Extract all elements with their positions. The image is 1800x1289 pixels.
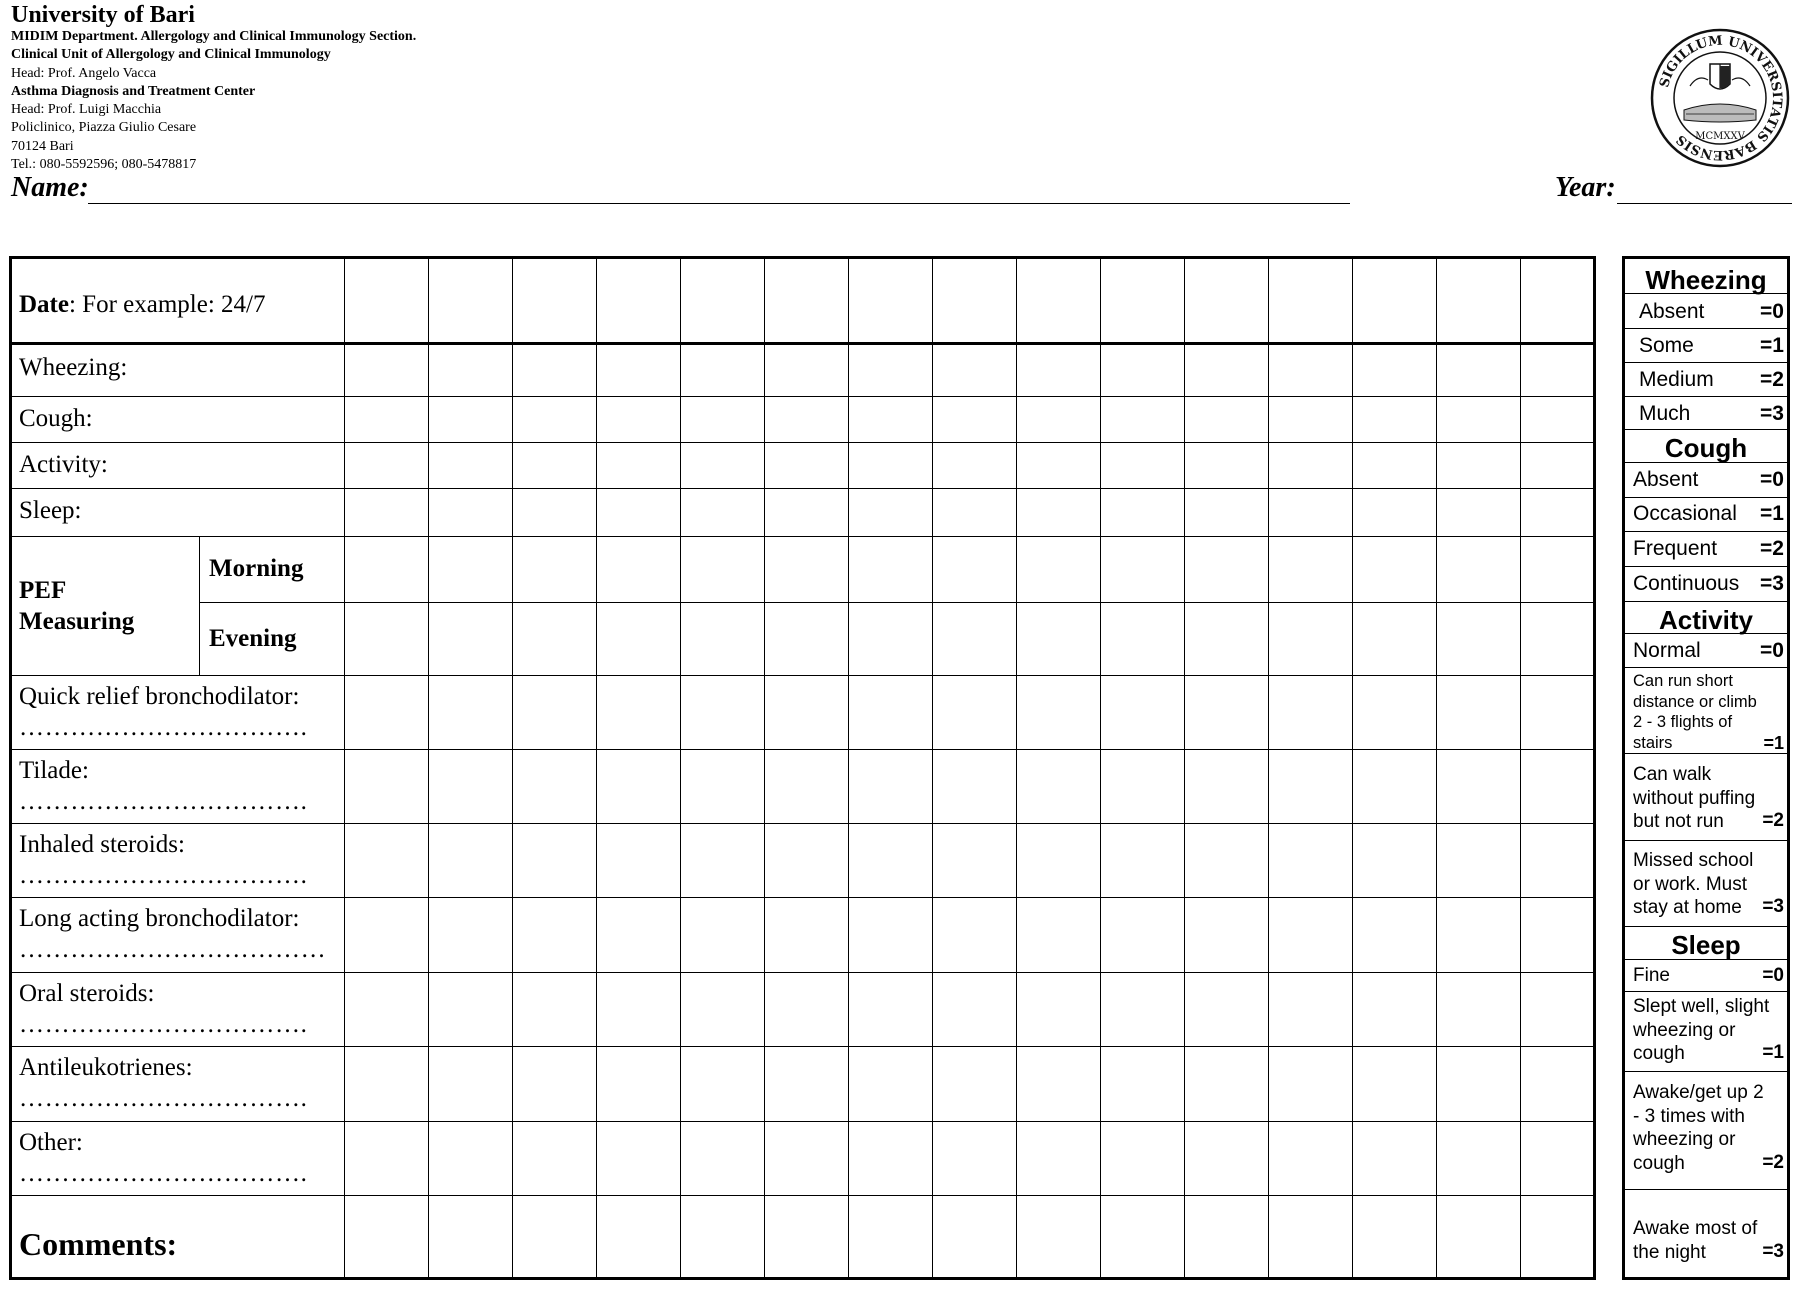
day-column-divider bbox=[1352, 259, 1353, 1277]
row-divider bbox=[12, 536, 1593, 537]
legend-divider bbox=[1625, 959, 1787, 960]
legend-wheezing-label-3: Much bbox=[1639, 402, 1691, 425]
row-divider bbox=[12, 396, 1593, 397]
legend-title-cough: Cough bbox=[1664, 433, 1748, 463]
legend-wheezing-value-1: =1 bbox=[1760, 334, 1784, 357]
legend-divider bbox=[1625, 497, 1787, 498]
row-label-tilade: Tilade: bbox=[19, 757, 89, 784]
row-divider bbox=[12, 342, 1593, 345]
header-line-city: 70124 Bari bbox=[11, 138, 74, 154]
legend-sleep-label-3: Awake most of the night bbox=[1633, 1218, 1758, 1263]
row-divider bbox=[12, 442, 1593, 443]
date-label bbox=[19, 291, 265, 319]
legend-divider bbox=[1625, 328, 1787, 329]
legend-cough-label-0: Absent bbox=[1633, 468, 1699, 491]
legend-activity-value-1: =1 bbox=[1763, 733, 1784, 753]
legend-wheezing-value-2: =2 bbox=[1760, 368, 1784, 391]
header-line-phone: Tel.: 080-5592596; 080-5478817 bbox=[11, 157, 197, 173]
legend-divider bbox=[1625, 926, 1787, 927]
legend-wheezing-label-1: Some bbox=[1639, 334, 1694, 357]
legend-divider bbox=[1625, 531, 1787, 532]
legend-activity-value-2: =2 bbox=[1762, 810, 1784, 831]
university-seal-logo bbox=[1650, 28, 1790, 168]
legend-divider bbox=[1625, 396, 1787, 397]
header-line-department: MIDIM Department. Allergology and Clinical Immunology Section. bbox=[11, 29, 417, 44]
legend-divider bbox=[1625, 991, 1787, 992]
row-divider bbox=[12, 675, 1593, 676]
day-column-divider bbox=[764, 259, 765, 1277]
header-block bbox=[11, 2, 416, 174]
legend-wheezing-value-3: =3 bbox=[1760, 402, 1784, 425]
day-column-divider bbox=[1100, 259, 1101, 1277]
legend-title-wheezing: Wheezing bbox=[1645, 265, 1767, 295]
header-line-head-1: Head: Prof. Angelo Vacca bbox=[11, 65, 157, 81]
day-column-divider bbox=[1184, 259, 1185, 1277]
name-label: Name: bbox=[11, 172, 89, 203]
legend-cough-value-3: =3 bbox=[1760, 572, 1784, 595]
legend-sleep-value-2: =2 bbox=[1762, 1152, 1784, 1173]
row-label-long-acting: Long acting bronchodilator: bbox=[19, 905, 300, 932]
row-label-oral-steroids: Oral steroids: bbox=[19, 980, 155, 1007]
legend-divider bbox=[1625, 1189, 1787, 1190]
legend-wheezing-label-0: Absent bbox=[1639, 300, 1705, 323]
day-column-divider bbox=[1268, 259, 1269, 1277]
row-label-cough: Cough: bbox=[19, 405, 93, 432]
day-column-divider bbox=[596, 259, 597, 1277]
row-divider bbox=[12, 1195, 1593, 1196]
legend-activity-label-2: Can walk without puffing but not run bbox=[1633, 764, 1756, 832]
legend-divider bbox=[1625, 1071, 1787, 1072]
day-column-divider bbox=[848, 259, 849, 1277]
legend-activity-value-0: =0 bbox=[1760, 639, 1784, 662]
legend-divider bbox=[1625, 753, 1787, 754]
row-divider bbox=[12, 897, 1593, 898]
legend-sleep-label-1: Slept well, slight wheezing or cough bbox=[1633, 996, 1770, 1064]
row-divider bbox=[199, 602, 1593, 603]
day-column-divider bbox=[1520, 259, 1521, 1277]
row-dots-oral-steroids[interactable]: ……………………………. bbox=[19, 1011, 308, 1038]
day-column-divider bbox=[1016, 259, 1017, 1277]
header-line-address: Policlinico, Piazza Giulio Cesare bbox=[11, 120, 197, 136]
row-dots-other[interactable]: ……………………………. bbox=[19, 1160, 308, 1187]
header-line-center: Asthma Diagnosis and Treatment Center bbox=[11, 83, 256, 99]
row-divider bbox=[12, 488, 1593, 489]
pef-label-line-1: PEF bbox=[19, 577, 67, 604]
university-title: University of Bari bbox=[11, 2, 195, 28]
row-label-wheezing: Wheezing: bbox=[19, 354, 128, 381]
legend-sleep-label-0: Fine bbox=[1633, 965, 1670, 986]
score-legend bbox=[1622, 256, 1790, 1280]
pef-morning-label: Morning bbox=[209, 555, 304, 582]
legend-cough-value-1: =1 bbox=[1760, 502, 1784, 525]
row-divider bbox=[12, 823, 1593, 824]
legend-divider bbox=[1625, 667, 1787, 668]
legend-cough-label-1: Occasional bbox=[1633, 502, 1737, 525]
header-line-clinical-unit: Clinical Unit of Allergology and Clinical Immunology bbox=[11, 47, 331, 63]
day-column-divider bbox=[512, 259, 513, 1277]
row-dots-long-acting[interactable]: ……………………………… bbox=[19, 936, 327, 963]
day-column-divider bbox=[344, 259, 345, 1277]
legend-divider bbox=[1625, 293, 1787, 294]
legend-divider bbox=[1625, 840, 1787, 841]
row-divider bbox=[12, 972, 1593, 973]
legend-sleep-value-1: =1 bbox=[1762, 1042, 1784, 1063]
row-dots-quick-relief[interactable]: ……………………………. bbox=[19, 714, 308, 741]
legend-title-activity: Activity bbox=[1659, 605, 1753, 635]
legend-sleep-label-2: Awake/get up 2 - 3 times with wheezing or cough bbox=[1633, 1082, 1764, 1174]
svg-text:SIGILLUM UNIVERSITATIS BARENSI: SIGILLUM UNIVERSITATIS BARENSIS bbox=[1657, 33, 1785, 163]
svg-text:MCMXXV: MCMXXV bbox=[1695, 131, 1745, 142]
pef-label-line-2: Measuring bbox=[19, 608, 135, 635]
row-label-antileukotrienes: Antileukotrienes: bbox=[19, 1054, 193, 1081]
pef-evening-label: Evening bbox=[209, 625, 297, 652]
day-column-divider bbox=[1436, 259, 1437, 1277]
row-label-other: Other: bbox=[19, 1129, 83, 1156]
comments-label: Comments: bbox=[19, 1226, 178, 1262]
legend-cough-label-2: Frequent bbox=[1633, 537, 1718, 560]
legend-activity-label-3: Missed school or work. Must stay at home bbox=[1633, 850, 1754, 918]
row-label-inhaled-steroids: Inhaled steroids: bbox=[19, 831, 185, 858]
legend-sleep-value-3: =3 bbox=[1762, 1241, 1784, 1262]
legend-cough-value-0: =0 bbox=[1760, 468, 1784, 491]
date-example: : For example: 24/7 bbox=[68, 291, 266, 318]
legend-divider bbox=[1625, 462, 1787, 463]
legend-divider bbox=[1625, 601, 1787, 602]
day-column-divider bbox=[680, 259, 681, 1277]
row-label-quick-relief: Quick relief bronchodilator: bbox=[19, 683, 300, 710]
name-field[interactable] bbox=[88, 203, 1350, 204]
day-column-divider bbox=[428, 259, 429, 1277]
row-divider bbox=[12, 1121, 1593, 1122]
legend-sleep-value-0: =0 bbox=[1762, 965, 1784, 986]
row-dots-tilade[interactable]: ……………………………. bbox=[19, 788, 308, 815]
year-field[interactable] bbox=[1617, 203, 1792, 204]
row-label-sleep: Sleep: bbox=[19, 497, 82, 524]
legend-cough-label-3: Continuous bbox=[1633, 572, 1740, 595]
legend-title-sleep: Sleep bbox=[1671, 930, 1741, 960]
legend-activity-label-1: Can run short distance or climb 2 - 3 flights of stairs bbox=[1633, 672, 1757, 752]
row-dots-inhaled-steroids[interactable]: ……………………………. bbox=[19, 862, 308, 889]
diary-table bbox=[9, 256, 1596, 1280]
legend-divider bbox=[1625, 362, 1787, 363]
header-line-head-2: Head: Prof. Luigi Macchia bbox=[11, 102, 162, 118]
legend-activity-value-3: =3 bbox=[1762, 896, 1784, 917]
pef-sub-divider bbox=[199, 536, 200, 675]
pef-label bbox=[19, 575, 134, 637]
row-label-activity: Activity: bbox=[19, 451, 108, 478]
legend-wheezing-value-0: =0 bbox=[1760, 300, 1784, 323]
row-divider bbox=[12, 749, 1593, 750]
legend-divider bbox=[1625, 633, 1787, 634]
legend-cough-value-2: =2 bbox=[1760, 537, 1784, 560]
legend-activity-label-0: Normal bbox=[1633, 639, 1701, 662]
legend-divider bbox=[1625, 429, 1787, 430]
legend-wheezing-label-2: Medium bbox=[1639, 368, 1714, 391]
row-dots-antileukotrienes[interactable]: ……………………………. bbox=[19, 1085, 308, 1112]
date-label-bold: Date bbox=[19, 291, 69, 318]
day-column-divider bbox=[932, 259, 933, 1277]
row-divider bbox=[12, 1046, 1593, 1047]
legend-divider bbox=[1625, 566, 1787, 567]
year-label: Year: bbox=[1555, 172, 1616, 203]
